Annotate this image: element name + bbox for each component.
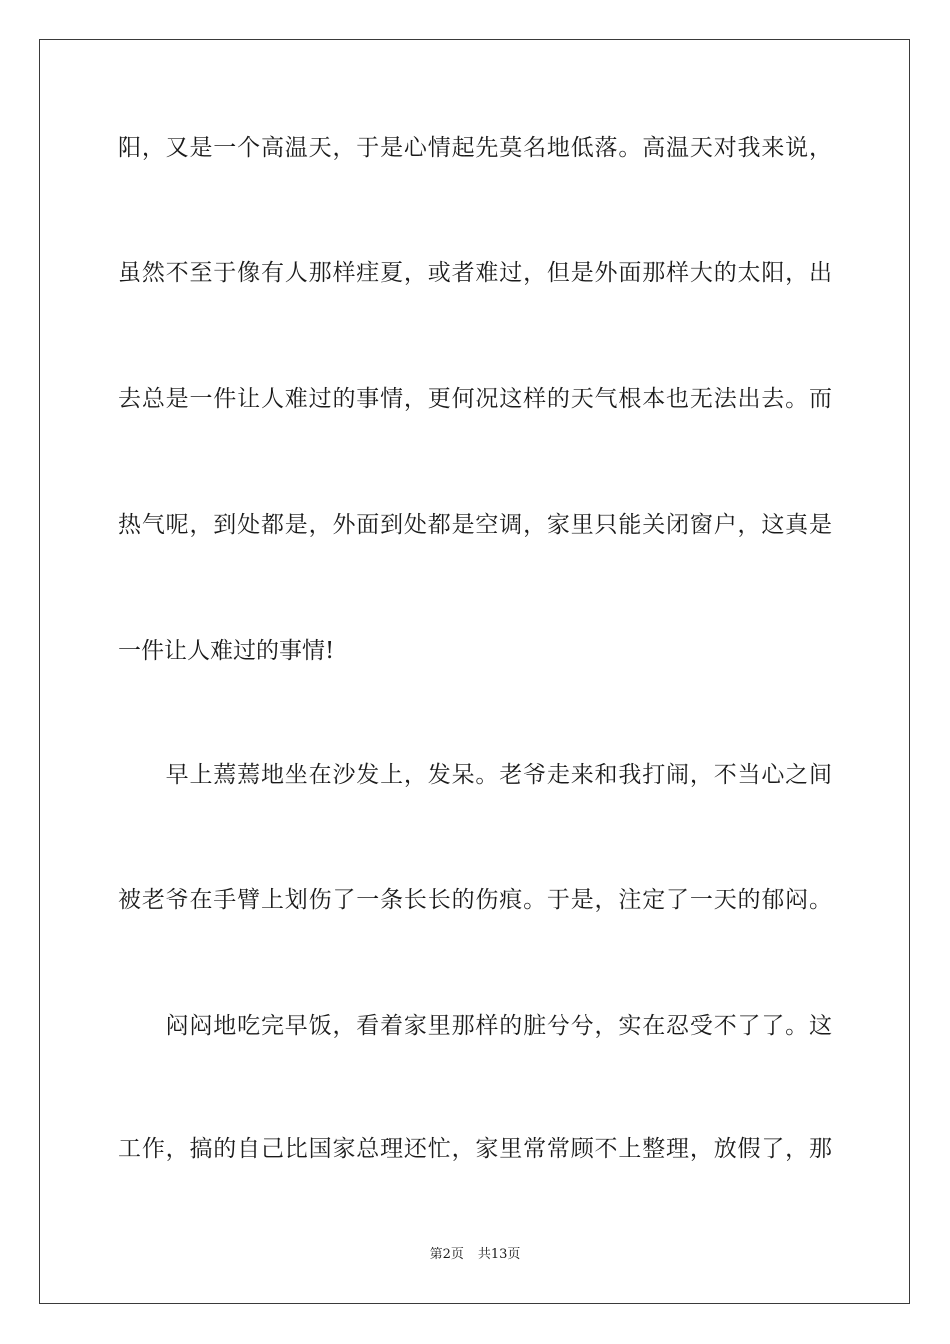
text-line: 热气呢，到处都是，外面到处都是空调，家里只能关闭窗户，这真是	[118, 512, 832, 538]
text-line: 早上蔫蔫地坐在沙发上，发呆。老爷走来和我打闹，不当心之间	[118, 762, 832, 788]
page-footer	[0, 1246, 950, 1264]
text-line: 阳，又是一个高温天，于是心情起先莫名地低落。高温天对我来说，	[118, 135, 832, 161]
text-line: 闷闷地吃完早饭，看着家里那样的脏兮兮，实在忍受不了了。这	[118, 1013, 832, 1039]
text-line: 去总是一件让人难过的事情，更何况这样的天气根本也无法出去。而	[118, 386, 832, 412]
text-line: 被老爷在手臂上划伤了一条长长的伤痕。于是，注定了一天的郁闷。	[118, 887, 832, 913]
text-line: 工作，搞的自己比国家总理还忙，家里常常顾不上整理，放假了，那	[118, 1136, 832, 1162]
page-total: 共13页	[477, 1247, 521, 1262]
page-number: 第2页	[429, 1247, 464, 1262]
page-border	[39, 39, 910, 1304]
text-line: 虽然不至于像有人那样疰夏，或者难过，但是外面那样大的太阳，出	[118, 260, 832, 286]
text-line: 一件让人难过的事情!	[118, 638, 335, 664]
